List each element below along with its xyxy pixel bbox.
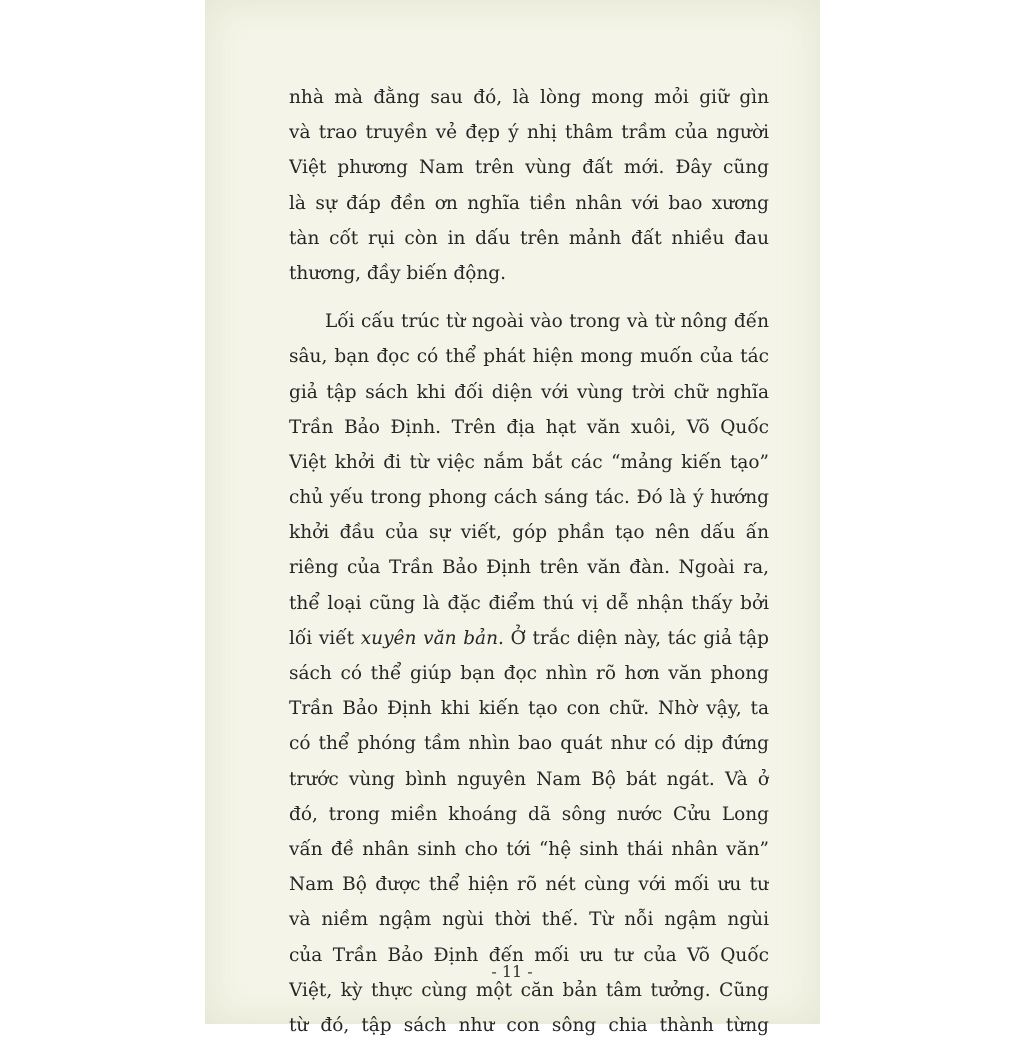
text-line: riêng của Trần Bảo Định trên văn đàn. Ngoài ra, (289, 557, 769, 579)
paragraph-2 (289, 304, 769, 1043)
text-line: đó, trong miền khoáng dã sông nước Cửu Long (289, 803, 769, 825)
text-line: chủ yếu trong phong cách sáng tác. Đó là ý hướng (289, 487, 769, 509)
text-line: có thể phóng tầm nhìn bao quát như có dịp đứng (289, 733, 769, 755)
text-line: Trần Bảo Định khi kiến tạo con chữ. Nhờ vậy, ta (289, 698, 769, 720)
paragraph-1 (289, 80, 769, 291)
text-line: và trao truyền vẻ đẹp ý nhị thâm trầm của người (289, 122, 769, 144)
text-line: Việt phương Nam trên vùng đất mới. Đây cũng (289, 157, 769, 179)
text-line: Việt khởi đi từ việc nắm bắt các “mảng kiến tạo” (289, 451, 769, 473)
page-number: - 11 - (491, 962, 533, 981)
text-line: tàn cốt rụi còn in dấu trên mảnh đất nhiều đau (289, 227, 769, 249)
text-line: từ đó, tập sách như con sông chia thành từng (289, 1014, 769, 1036)
text-line: thương, đầy biến động. (289, 262, 506, 284)
text-line: sách có thể giúp bạn đọc nhìn rõ hơn văn phong (289, 663, 769, 684)
text-line: nhà mà đằng sau đó, là lòng mong mỏi giữ gìn (289, 87, 769, 108)
text-line: Việt, kỳ thực cùng một căn bản tâm tưởng. Cũng (289, 979, 769, 1001)
text-segment: lối viết (289, 627, 361, 649)
text-line-with-italic (289, 621, 769, 656)
italic-term: xuyên văn bản (360, 627, 498, 649)
text-line: sâu, bạn đọc có thể phát hiện mong muốn của tác (289, 346, 769, 368)
text-line: Trần Bảo Định. Trên địa hạt văn xuôi, Võ Quốc (289, 416, 769, 438)
text-line: Nam Bộ được thể hiện rõ nét cùng với mối ưu tư (289, 874, 769, 896)
text-line: thể loại cũng là đặc điểm thú vị dễ nhận thấy bởi (289, 592, 769, 614)
text-line: Lối cấu trúc từ ngoài vào trong và từ nông đến (325, 311, 769, 333)
text-segment: . Ở trắc diện này, tác giả tập (498, 627, 769, 649)
text-line: là sự đáp đền ơn nghĩa tiền nhân với bao xương (289, 192, 769, 214)
text-line: trước vùng bình nguyên Nam Bộ bát ngát. Và ở (289, 768, 769, 790)
text-line: vấn đề nhân sinh cho tới “hệ sinh thái nhân văn” (289, 838, 769, 860)
text-line: khởi đầu của sự viết, góp phần tạo nên dấu ấn (289, 522, 769, 544)
text-line: của Trần Bảo Định đến mối ưu tư của Võ Quốc (289, 944, 769, 966)
body-text (289, 80, 769, 1043)
text-line: giả tập sách khi đối diện với vùng trời chữ nghĩa (289, 381, 769, 403)
text-line: và niềm ngậm ngùi thời thế. Từ nỗi ngậm ngùi (289, 909, 769, 931)
